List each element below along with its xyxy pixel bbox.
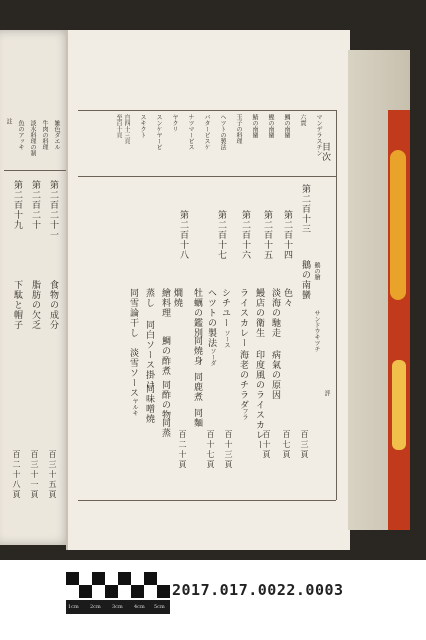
header-note: ナツマービス: [187, 114, 194, 150]
left-entry: 脂肪の欠乏: [30, 280, 40, 330]
header-note: 自四十三頁: [123, 114, 130, 144]
chapter-entry: サンドウキツチ: [313, 310, 320, 352]
bottom-rule: [78, 500, 336, 501]
header-note: マンデラスチン: [315, 114, 322, 156]
header-note: スキクト: [139, 114, 146, 138]
chapter-entry: ソース: [223, 330, 230, 348]
chapter-entry: 同酢の物: [160, 380, 170, 420]
chapter-number: 第二百十七: [216, 210, 226, 260]
header-note: スンケヤービ: [155, 114, 162, 150]
left-note: 淡水料理の制: [29, 120, 36, 156]
left-chapter: 第二百十九: [12, 180, 22, 230]
left-page-number: 百三十一頁: [30, 450, 39, 500]
book-cover-edge: [348, 50, 410, 530]
chapter-entry: 淡雪ソース: [128, 348, 138, 398]
scale-label: 1cm: [68, 604, 79, 610]
chapter-entry: 鵝の膾: [313, 262, 320, 280]
left-chapter: 第二百二十: [30, 180, 40, 230]
chapter-page: 百三頁: [300, 430, 309, 460]
chapter-number: 第二百十八: [178, 210, 188, 260]
chapter-entry: ソーダ: [209, 348, 216, 366]
chapter-entry: 淡海の馳走: [270, 288, 280, 338]
chapter-entry: 同燒身: [192, 336, 202, 366]
contents-title: 目次: [320, 142, 330, 162]
left-chapter: 第二百二十一: [48, 180, 58, 240]
header-note: 鯖の南蠻: [251, 114, 258, 138]
chapter-entry: 同味噌燒: [144, 384, 154, 424]
chapter-entry: 同蒸: [160, 418, 170, 438]
chapter-number: 第二百十六: [240, 210, 250, 260]
left-page-number: 百三十五頁: [48, 450, 57, 500]
scale-label: 3cm: [112, 604, 123, 610]
left-note: 魚のアッキ: [17, 120, 24, 150]
chapter-entry: 鯛の酢煮: [160, 336, 170, 376]
top-rule: [78, 110, 336, 111]
chapter-entry: 鰻店の衛生: [254, 288, 264, 338]
left-rule: [4, 170, 66, 171]
left-page-number: 百二十八頁: [12, 450, 21, 500]
chapter-page: 百十七頁: [206, 430, 215, 470]
chapter-entry: ライスカレー: [238, 288, 248, 348]
chapter-entry: 同雪論干し: [128, 288, 138, 338]
chapter-entry: 色々: [282, 288, 292, 308]
chapter-page: 百七頁: [282, 430, 291, 460]
chapter-number: 第二百十三: [300, 184, 310, 234]
left-note: 註: [5, 118, 12, 124]
header-note: バターピスケ: [203, 114, 210, 150]
left-entry: 下駄と帽子: [12, 280, 22, 330]
header-note: 鯛の南蠻: [283, 114, 290, 138]
left-note: 雑色ダエル: [53, 120, 60, 150]
header-note: 玉子の料理: [235, 114, 242, 144]
chapter-number: 第二百十四: [282, 210, 292, 260]
chapter-entry: 鵝の南蠻: [300, 260, 310, 300]
chapter-entry: 同鹿煮: [192, 372, 202, 402]
chapter-entry: ヘツトの製法: [206, 288, 216, 348]
chapter-entry: 燗燒: [172, 288, 182, 308]
chapter-entry: 病氣の原因: [270, 350, 280, 400]
left-note: 牛肉の料理: [41, 120, 48, 150]
chapter-entry: シチユー: [220, 288, 230, 328]
notes-rule: [78, 176, 336, 177]
catalog-number: 2017.017.0022.0003: [172, 581, 344, 599]
scale-label: 4cm: [134, 604, 145, 610]
centimeter-scale: [66, 600, 170, 614]
chapter-page: 百二十頁: [178, 430, 187, 470]
chapter-number: 第二百十五: [262, 210, 272, 260]
header-note: 至百十頁: [115, 114, 122, 138]
right-page: [66, 30, 350, 550]
header-note: ヘツトの製法: [219, 114, 226, 150]
chapter-entry: フラ: [241, 408, 248, 420]
chapter-entry: 印度風のライスカレー: [254, 350, 264, 450]
page-label: 評: [323, 390, 330, 396]
chapter-entry: 繪料理: [160, 288, 170, 318]
scale-label: 5cm: [154, 604, 165, 610]
scale-label: 2cm: [90, 604, 101, 610]
right-frame-rule: [336, 110, 337, 500]
header-note: ヤクリ: [171, 114, 178, 132]
chapter-page: 百十三頁: [224, 430, 233, 470]
left-entry: 食物の成分: [48, 280, 58, 330]
chapter-entry: 同白ソース掛け: [144, 320, 154, 390]
chapter-entry: 同麵: [192, 408, 202, 428]
left-page: [0, 30, 72, 545]
header-note: 六貫: [299, 114, 306, 126]
chapter-entry: 海老のチラダ: [238, 350, 248, 410]
chapter-entry: ヤルキ: [131, 398, 138, 416]
chapter-entry: 牡蠣の鑑別: [192, 288, 202, 338]
chapter-page: 百十頁: [262, 430, 271, 460]
header-note: 鰹の南蠻: [267, 114, 274, 138]
chapter-entry: 蒸し: [144, 288, 154, 308]
cover-artwork: [388, 110, 410, 530]
